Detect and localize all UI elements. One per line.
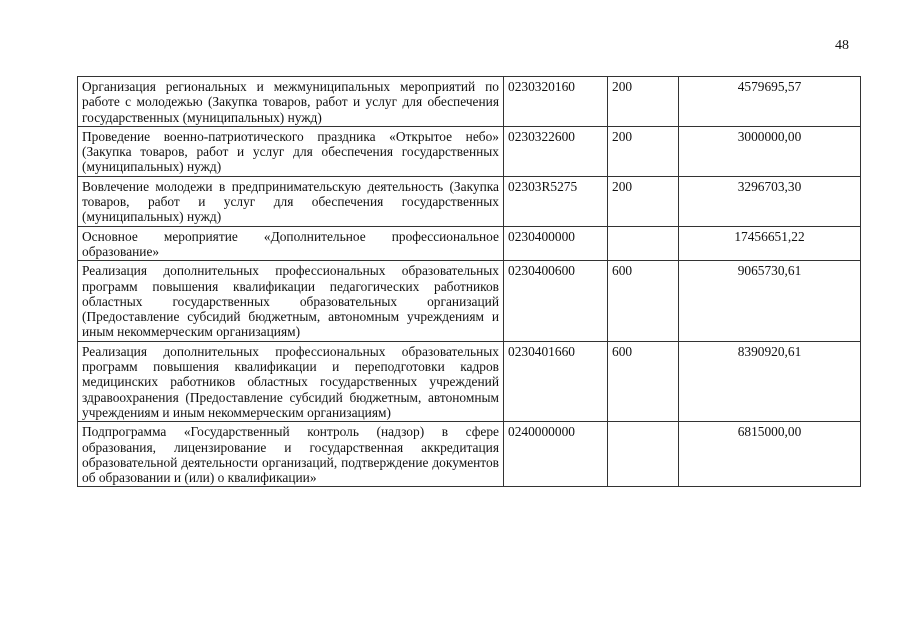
table-row (78, 77, 861, 127)
table-row (78, 341, 861, 421)
row-csr-cell: 02303R5275 (504, 176, 608, 226)
table-row (78, 126, 861, 176)
row-csr-cell: 0230400000 (504, 226, 608, 261)
row-amount-cell: 6815000,00 (679, 422, 861, 487)
row-vr-cell: 600 (608, 341, 679, 421)
table-row (78, 261, 861, 341)
budget-table (77, 76, 861, 487)
row-name-cell: Основное мероприятие «Дополнительное профессиональное образование» (78, 226, 504, 261)
row-amount-cell: 4579695,57 (679, 77, 861, 127)
row-name-cell: Вовлечение молодежи в предпринимательскую деятельность (Закупка товаров, работ и услуг для обеспечения государственных (муниципальных) нужд) (78, 176, 504, 226)
row-amount-cell: 17456651,22 (679, 226, 861, 261)
row-amount-cell: 3000000,00 (679, 126, 861, 176)
row-csr-cell: 0230320160 (504, 77, 608, 127)
row-amount-cell: 8390920,61 (679, 341, 861, 421)
row-name-cell: Проведение военно-патриотического праздника «Открытое небо» (Закупка товаров, работ и услуг для обеспечения государственных (муниципальных) нужд) (78, 126, 504, 176)
table-row (78, 176, 861, 226)
row-amount-cell: 9065730,61 (679, 261, 861, 341)
row-vr-cell (608, 422, 679, 487)
row-name-cell: Подпрограмма «Государственный контроль (надзор) в сфере образования, лицензирование и государственная аккредитация образовательной деятельности организаций, подтверждение документов об образовании и (или) о квалификации» (78, 422, 504, 487)
row-amount-cell: 3296703,30 (679, 176, 861, 226)
row-vr-cell: 200 (608, 176, 679, 226)
row-name-cell: Реализация дополнительных профессиональных образовательных программ повышения квалификации и переподготовки кадров медицинских работников областных государственных учреждений здравоохранения (Предоставление субсидий бюджетным, автономным учреждениям и иным некоммерческим организациям) (78, 341, 504, 421)
table-row (78, 422, 861, 487)
row-csr-cell: 0240000000 (504, 422, 608, 487)
page-number: 48 (835, 38, 849, 53)
row-name-cell: Организация региональных и межмуниципальных мероприятий по работе с молодежью (Закупка товаров, работ и услуг для обеспечения государственных (муниципальных) нужд) (78, 77, 504, 127)
row-vr-cell: 200 (608, 126, 679, 176)
row-vr-cell: 600 (608, 261, 679, 341)
row-vr-cell: 200 (608, 77, 679, 127)
table-row (78, 226, 861, 261)
row-csr-cell: 0230322600 (504, 126, 608, 176)
row-vr-cell (608, 226, 679, 261)
row-csr-cell: 0230401660 (504, 341, 608, 421)
row-name-cell: Реализация дополнительных профессиональных образовательных программ повышения квалификации педагогических работников областных государственных образовательных организаций (Предоставление субсидий бюджетным, автономным учреждениям и иным некоммерческим организациям) (78, 261, 504, 341)
row-csr-cell: 0230400600 (504, 261, 608, 341)
